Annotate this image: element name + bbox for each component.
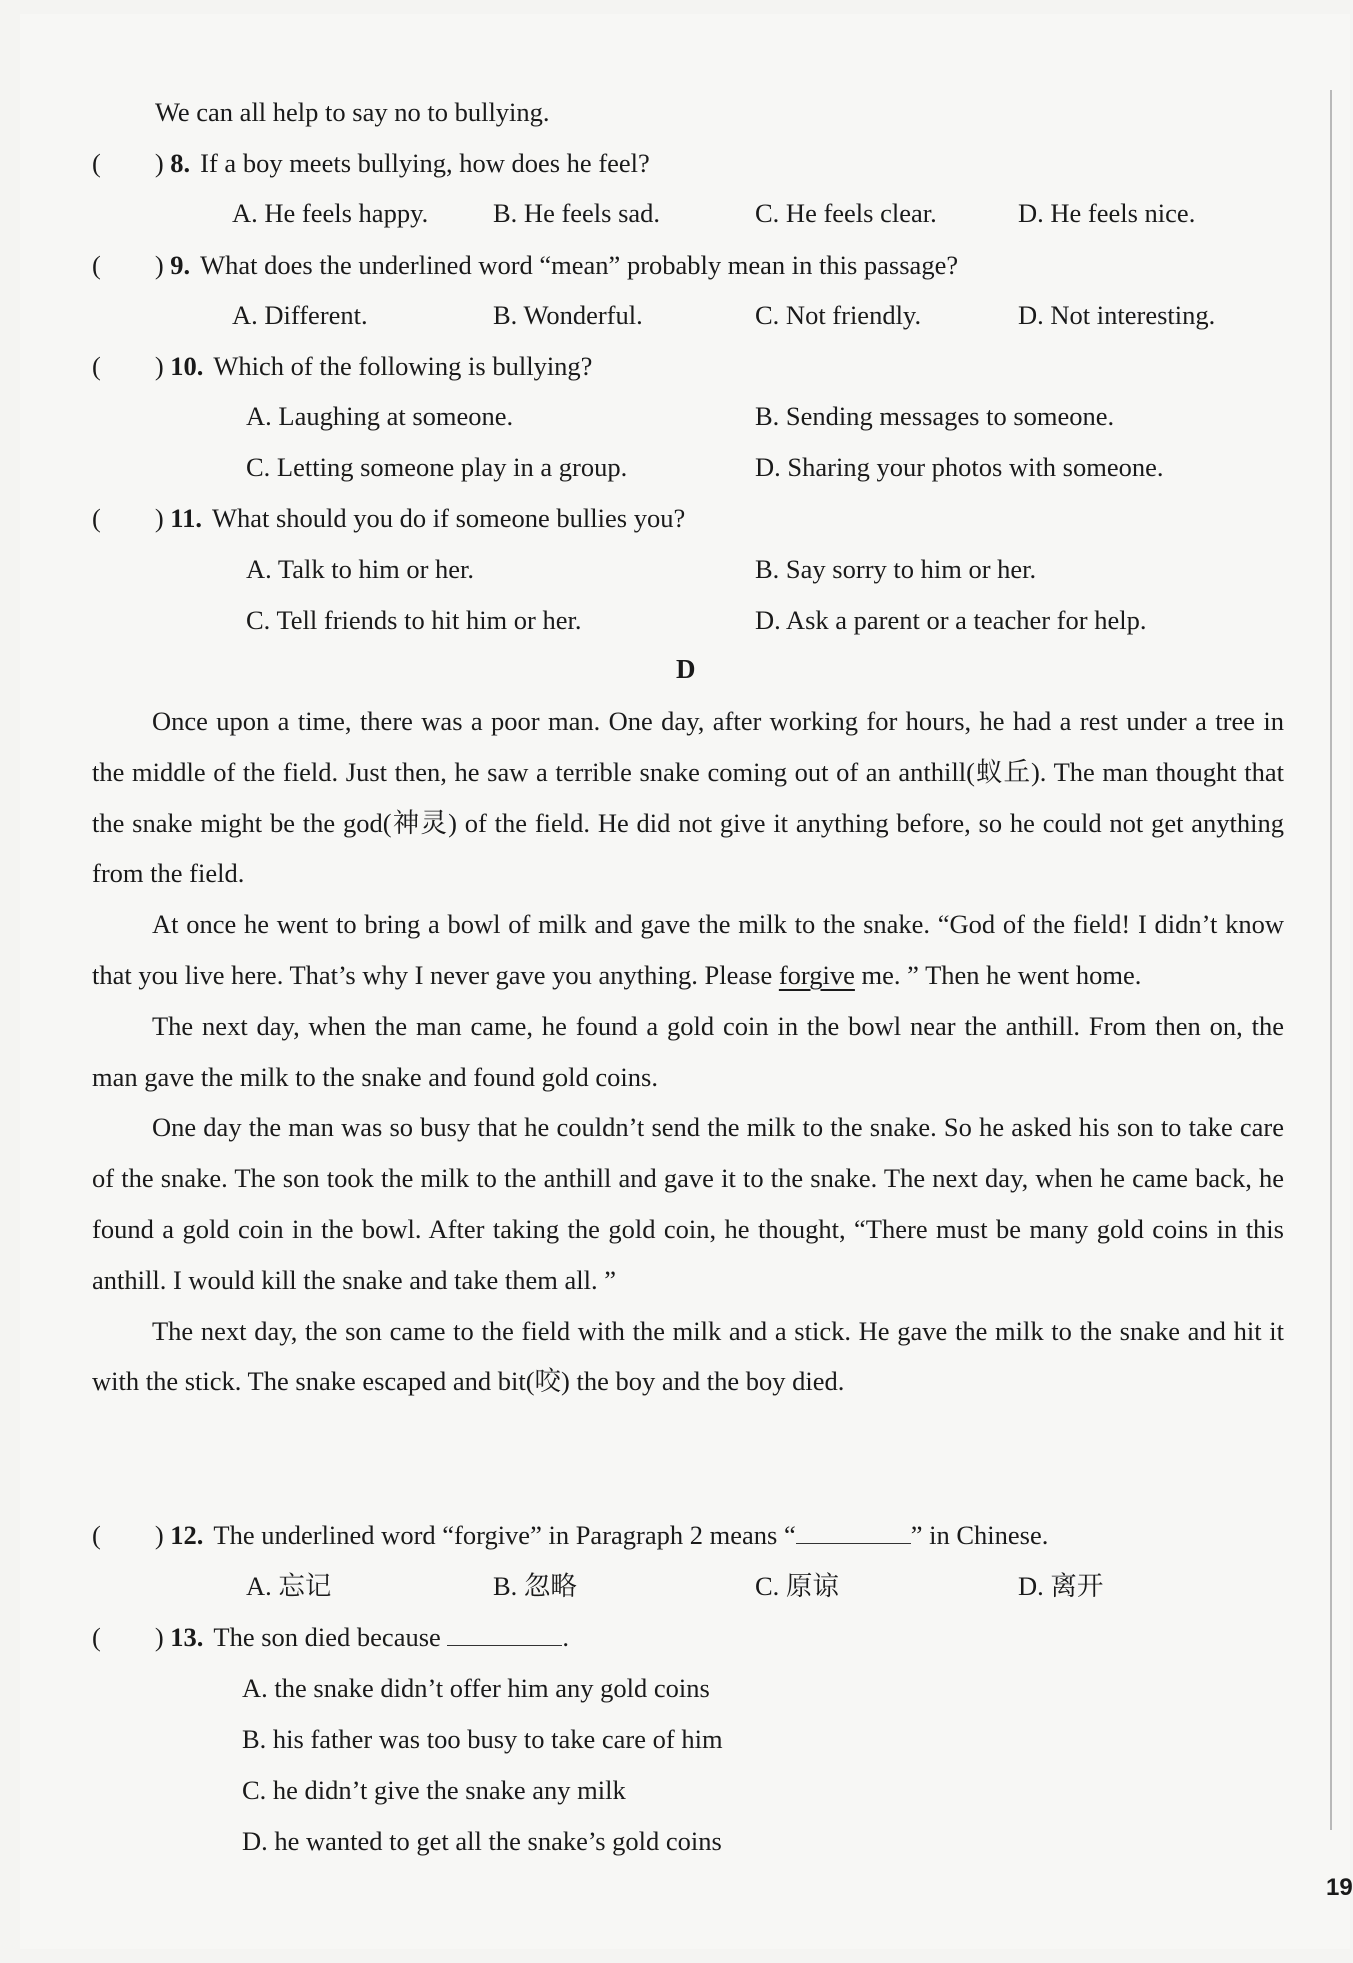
question-8: ( ) 8. If a boy meets bullying, how does he feel? (92, 148, 650, 178)
question-11: ( ) 11. What should you do if someone bullies you? (92, 503, 686, 533)
option-a[interactable]: A. Laughing at someone. (246, 401, 514, 431)
option-a[interactable]: A. 忘记 (246, 1571, 332, 1601)
option-b[interactable]: B. 忽略 (493, 1571, 577, 1601)
answer-blank[interactable] (796, 1521, 911, 1544)
question-number: 10. (170, 351, 204, 381)
question-text: If a boy meets bullying, how does he feel? (200, 148, 650, 178)
underlined-word: forgive (778, 959, 855, 990)
option-b[interactable]: B. He feels sad. (493, 198, 661, 228)
question-number: 9. (170, 250, 191, 280)
option-b[interactable]: B. Say sorry to him or her. (755, 554, 1037, 584)
question-text: What should you do if someone bullies you? (211, 503, 686, 533)
answer-blank[interactable] (447, 1623, 562, 1646)
option-c[interactable]: C. He feels clear. (755, 198, 937, 228)
question-number: 12. (170, 1520, 204, 1550)
question-13: ( ) 13. The son died because . (92, 1622, 570, 1652)
passage-paragraph-5: The next day, the son came to the field with the milk and a stick. He gave the milk to the snake and hit it with the stick. The snake escaped and bit(咬) the boy and the boy died. (92, 1315, 1284, 1397)
option-d[interactable]: D. He feels nice. (1018, 198, 1196, 228)
section-heading: D (676, 654, 696, 684)
option-a[interactable]: A. He feels happy. (232, 198, 429, 228)
question-text: The son died because (213, 1622, 441, 1652)
passage-paragraph-2: At once he went to bring a bowl of milk and gave the milk to the snake. “God of the field! I didn’t know that you live here. That’s why I never gave you anything. Please forgive me. ” Then he went home. (92, 909, 1284, 990)
question-9: ( ) 9. What does the underlined word “mean” probably mean in this passage? (92, 250, 959, 280)
answer-paren-open[interactable]: ( (92, 148, 101, 178)
option-d[interactable]: D. 离开 (1018, 1571, 1104, 1601)
question-text: What does the underlined word “mean” probably mean in this passage? (200, 250, 959, 280)
option-c[interactable]: C. he didn’t give the snake any milk (242, 1775, 626, 1805)
answer-paren-open[interactable]: ( (92, 1520, 101, 1550)
option-c[interactable]: C. Not friendly. (755, 300, 922, 330)
option-d[interactable]: D. Ask a parent or a teacher for help. (755, 605, 1147, 635)
option-a[interactable]: A. Talk to him or her. (246, 554, 475, 584)
answer-paren-open[interactable]: ( (92, 503, 101, 533)
passage-paragraph-3: The next day, when the man came, he found a gold coin in the bowl near the anthill. From then on, the man gave the milk to the snake and found gold coins. (92, 1010, 1284, 1092)
option-c[interactable]: C. Tell friends to hit him or her. (246, 605, 582, 635)
intro-line: We can all help to say no to bullying. (155, 97, 550, 127)
option-b[interactable]: B. his father was too busy to take care of him (242, 1724, 723, 1754)
question-number: 8. (170, 148, 191, 178)
answer-paren-open[interactable]: ( (92, 1622, 101, 1652)
page-number: 19 (1326, 1874, 1353, 1901)
option-c[interactable]: C. 原谅 (755, 1571, 839, 1601)
option-a[interactable]: A. the snake didn’t offer him any gold coins (242, 1673, 710, 1703)
passage-paragraph-1: Once upon a time, there was a poor man. One day, after working for hours, he had a rest under a tree in the middle of the field. Just then, he saw a terrible snake coming out of an anthill(蚁丘). The man thought that the snake might be the god(神灵) of the field. He did not give it anything before, so he could not get anything from the field. (92, 706, 1284, 889)
question-number: 13. (170, 1622, 204, 1652)
question-10: ( ) 10. Which of the following is bullying? (92, 351, 593, 381)
page-edge (1330, 90, 1350, 1830)
option-b[interactable]: B. Wonderful. (493, 300, 643, 330)
answer-paren-open[interactable]: ( (92, 250, 101, 280)
passage-paragraph-4: One day the man was so busy that he couldn’t send the milk to the snake. So he asked his son to take care of the snake. The son took the milk to the anthill and gave it to the snake. The next day, when he came back, he found a gold coin in the bowl. After taking the gold coin, he thought, “There must be many gold coins in this anthill. I would kill the snake and take them all. ” (92, 1112, 1284, 1295)
question-text: Which of the following is bullying? (213, 351, 593, 381)
option-c[interactable]: C. Letting someone play in a group. (246, 452, 628, 482)
option-a[interactable]: A. Different. (232, 300, 368, 330)
option-b[interactable]: B. Sending messages to someone. (755, 401, 1115, 431)
question-12: ( ) 12. The underlined word “forgive” in Paragraph 2 means “ ” in Chinese. (92, 1520, 1049, 1550)
option-d[interactable]: D. he wanted to get all the snake’s gold coins (242, 1826, 722, 1856)
passage (92, 696, 1284, 1407)
question-number: 11. (170, 503, 202, 533)
answer-paren-open[interactable]: ( (92, 351, 101, 381)
option-d[interactable]: D. Sharing your photos with someone. (755, 452, 1164, 482)
question-text: The underlined word “forgive” in Paragraph 2 means “ (213, 1520, 796, 1550)
option-d[interactable]: D. Not interesting. (1018, 300, 1216, 330)
